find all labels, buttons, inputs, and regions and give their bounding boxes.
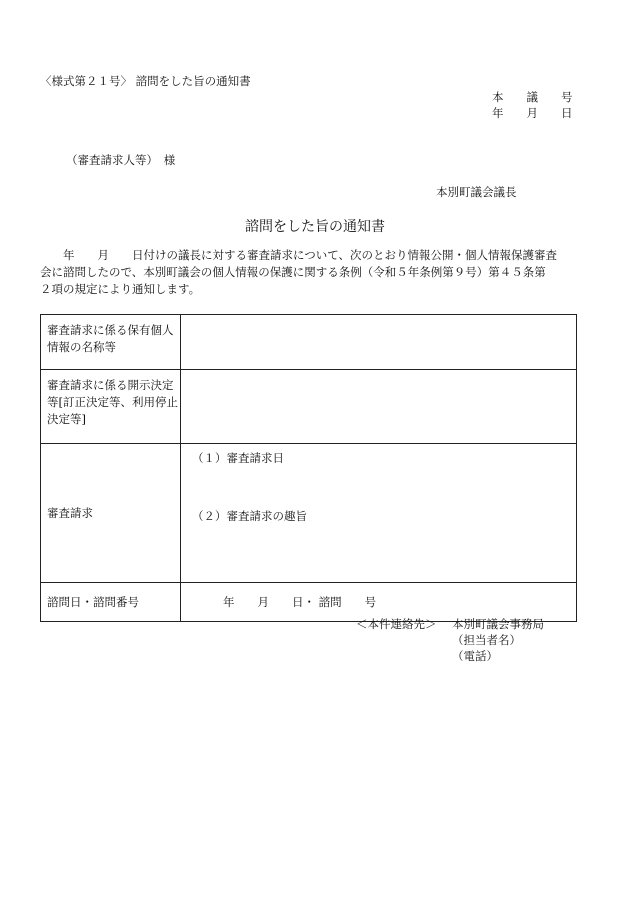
document-date: 年 月 日 (492, 106, 573, 120)
table-row (41, 444, 577, 583)
contact-label: ＜本件連絡先＞ (356, 617, 437, 631)
form-label: 〈様式第２１号〉 諮問をした旨の通知書 (40, 74, 251, 88)
body-line-2: 会に諮問したので、本別町議会の個人情報の保護に関する条例（令和５年条例第９号）第４５条第 (40, 265, 546, 279)
row-value-personal-info (181, 315, 577, 370)
body-paragraph (40, 247, 580, 298)
details-table (40, 314, 577, 622)
body-line-3: ２項の規定により通知します。 (40, 282, 201, 296)
contact-phone: （電話） (452, 649, 498, 663)
row-value-disclosure-decision (181, 370, 577, 444)
row-label-personal-info: 審査請求に係る保有個人情報の名称等 (41, 315, 181, 370)
sender: 本別町議会議長 (436, 185, 517, 199)
row-label-request: 審査請求 (41, 444, 181, 583)
addressee: （審査請求人等） 様 (66, 153, 176, 167)
request-date-label: （１）審査請求日 (192, 451, 284, 465)
contact-person: （担当者名） (452, 633, 521, 647)
table-row (41, 370, 577, 444)
contact-office: 本別町議会事務局 (452, 617, 544, 631)
row-label-disclosure-decision: 審査請求に係る開示決定等[訂正決定等、利用停止決定等] (41, 370, 181, 444)
inquiry-date-number: 年 月 日・ 諮問 号 (223, 595, 377, 609)
table-row (41, 315, 577, 370)
body-line-1: 年 月 日付けの議長に対する審査請求について、次のとおり情報公開・個人情報保護審査 (63, 248, 558, 262)
request-purpose-label: （２）審査請求の趣旨 (192, 509, 307, 523)
document-title: 諮問をした旨の通知書 (245, 219, 385, 235)
row-value-request (181, 444, 577, 583)
row-label-inquiry: 諮問日・諮問番号 (41, 583, 181, 622)
document-number: 本 議 号 (492, 90, 573, 104)
